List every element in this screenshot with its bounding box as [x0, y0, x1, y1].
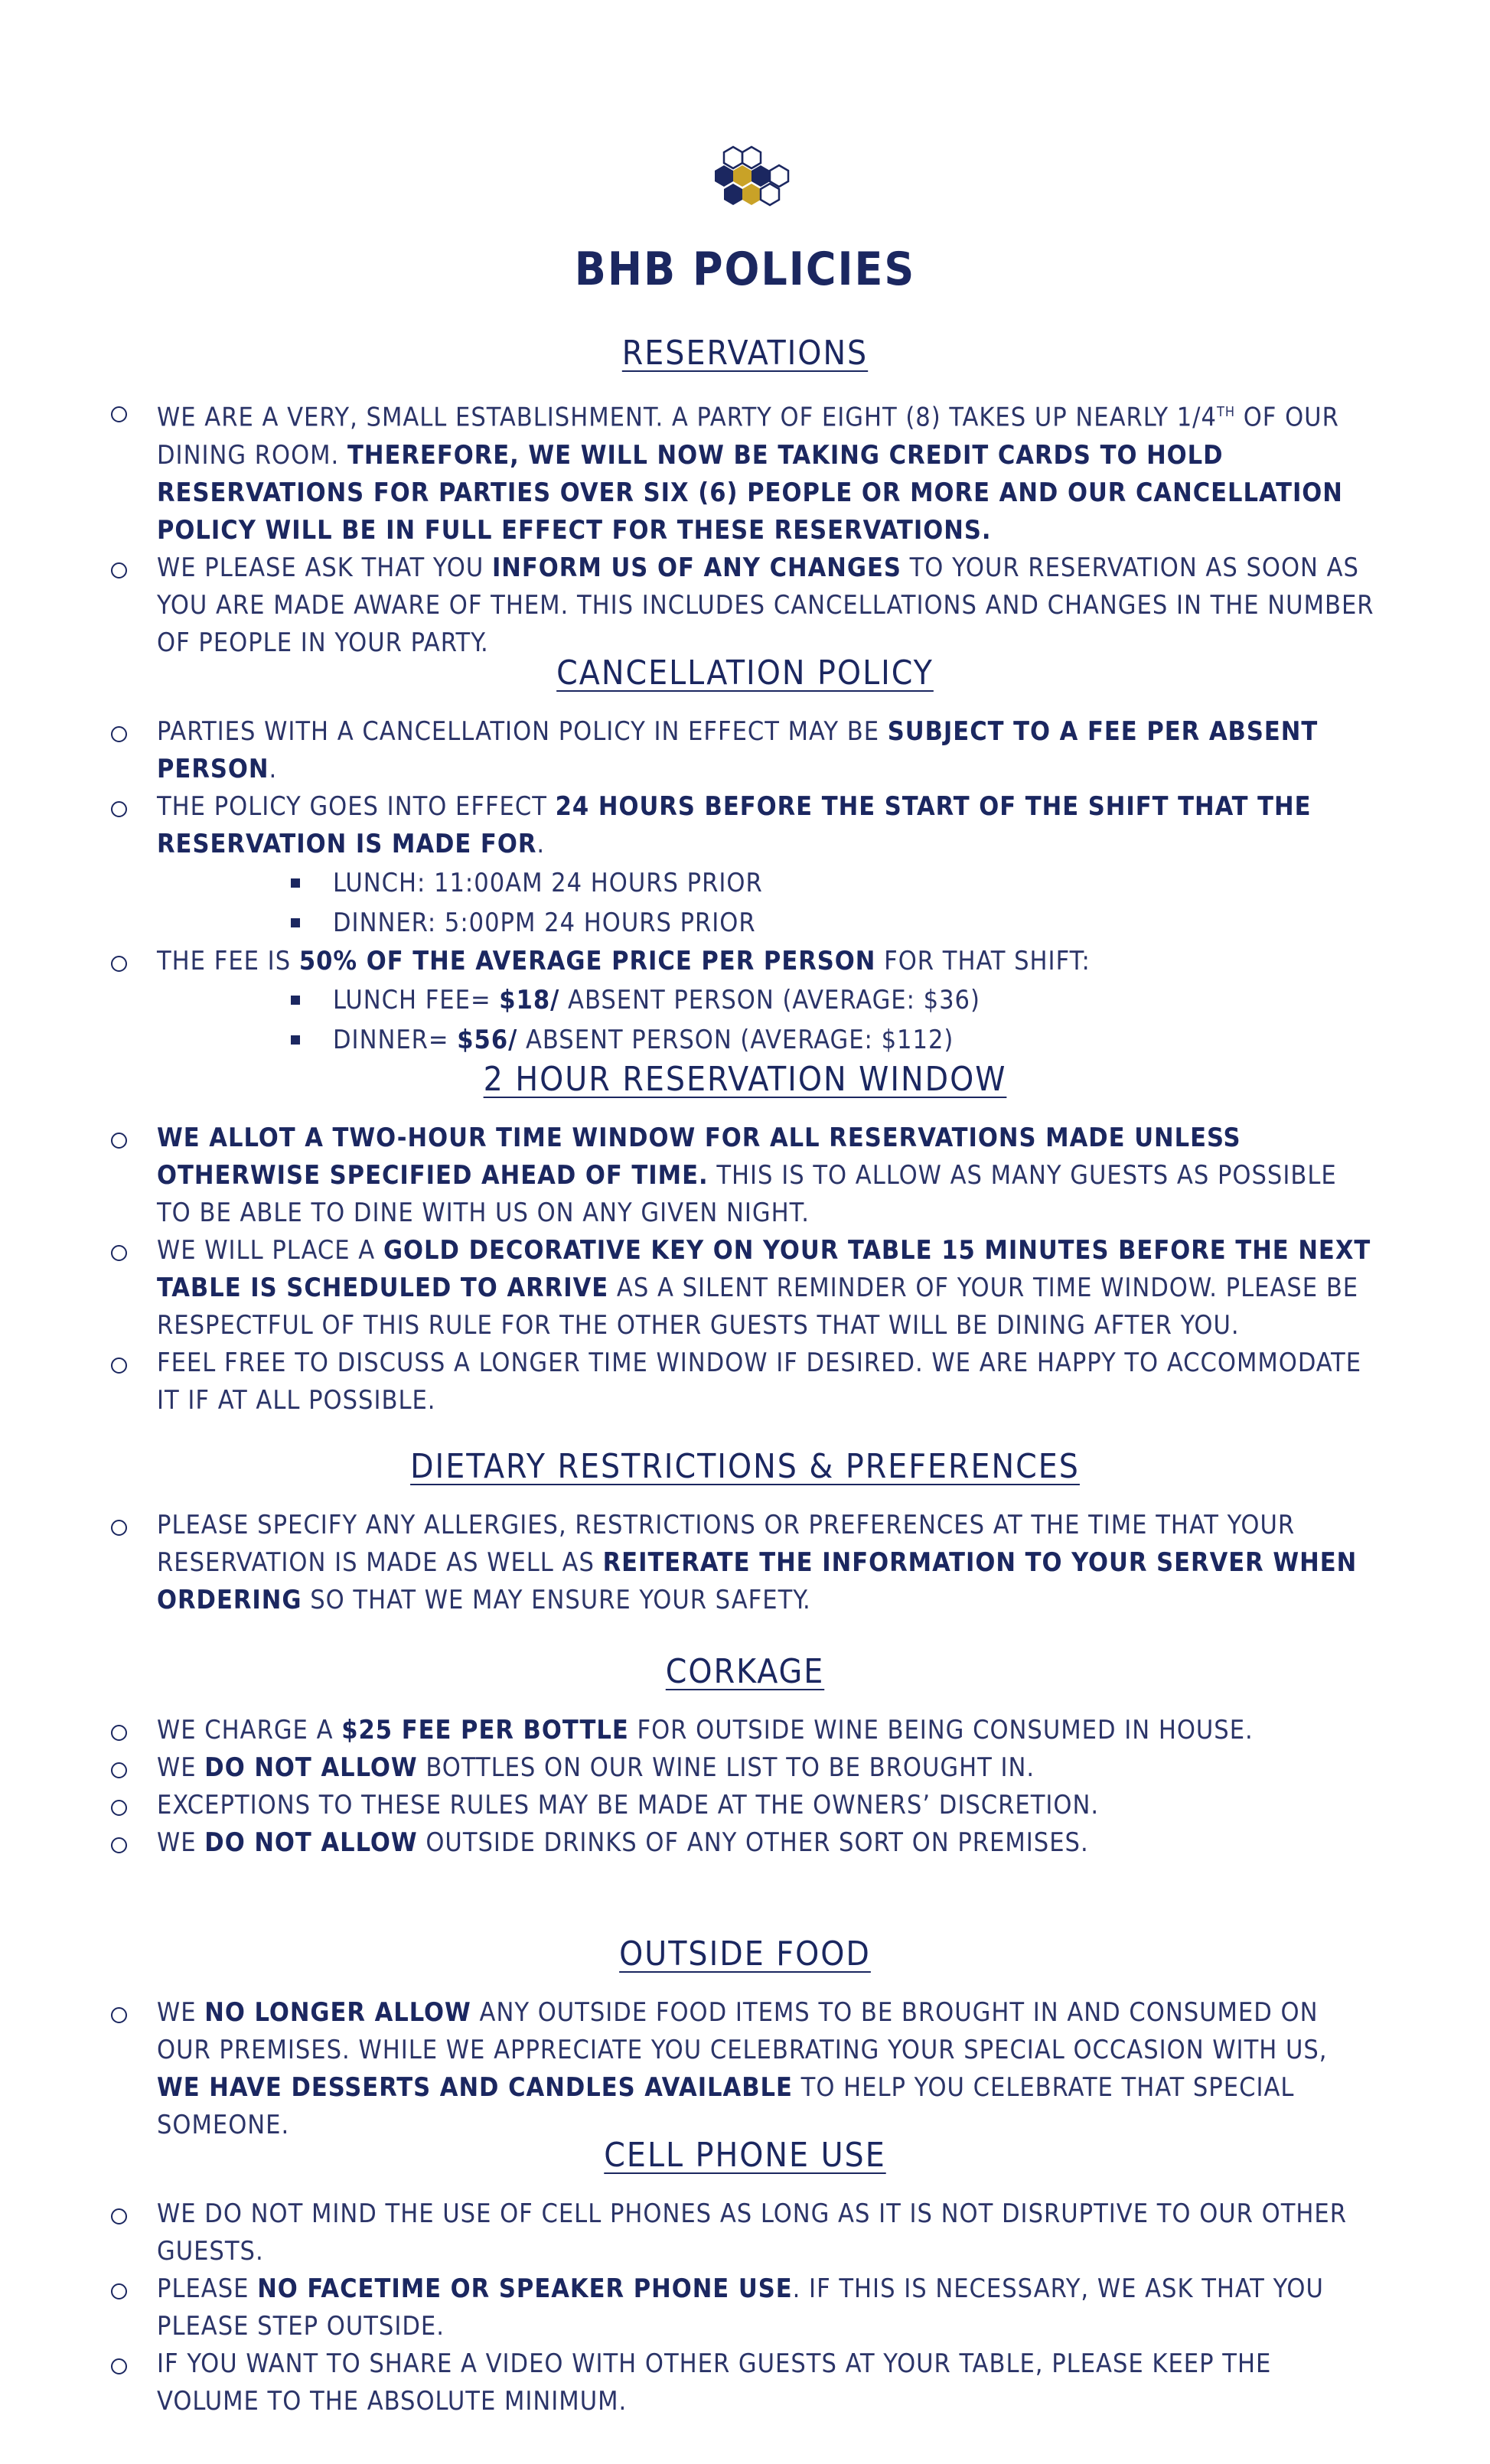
section-dietary	[0, 1449, 1490, 1619]
sub-list-item: DINNER: 5:00PM 24 HOURS PRIOR	[0, 903, 1490, 943]
section-time-window	[0, 1061, 1490, 1419]
list-item: WE WILL PLACE A GOLD DECORATIVE KEY ON YOUR TABLE 15 MINUTES BEFORE THE NEXT TABLE IS SCHEDULED TO ARRIVE AS A SILENT REMINDER OF YOUR TIME WINDOW. PLEASE BE RESPECTFUL OF THIS RULE FOR THE OTHER GUESTS THAT WILL BE DINING AFTER YOU.	[0, 1232, 1490, 1344]
section-reservations	[0, 335, 1490, 662]
section-title-cancellation: CANCELLATION POLICY	[556, 653, 934, 693]
circle-bullet-icon	[111, 2208, 127, 2224]
circle-bullet-icon	[111, 1245, 127, 1261]
sub-list-item: LUNCH: 11:00AM 24 HOURS PRIOR	[0, 863, 1490, 903]
list-item: PARTIES WITH A CANCELLATION POLICY IN EFFECT MAY BE SUBJECT TO A FEE PER ABSENT PERSON.	[0, 713, 1490, 788]
square-bullet-icon	[291, 996, 300, 1005]
honeycomb-logo	[703, 145, 828, 222]
circle-bullet-icon	[111, 2007, 127, 2023]
page-title: BHB POLICIES	[574, 243, 916, 296]
circle-bullet-icon	[111, 1800, 127, 1816]
section-title-cell-phone: CELL PHONE USE	[604, 2136, 886, 2175]
section-title-outside-food: OUTSIDE FOOD	[619, 1934, 871, 1973]
circle-bullet-icon	[111, 562, 127, 579]
circle-bullet-icon	[111, 1837, 127, 1853]
circle-bullet-icon	[111, 1725, 127, 1741]
section-corkage	[0, 1654, 1490, 1862]
section-title-corkage: CORKAGE	[665, 1652, 825, 1691]
circle-bullet-icon	[111, 801, 127, 817]
circle-bullet-icon	[111, 1133, 127, 1149]
list-item: WE ARE A VERY, SMALL ESTABLISHMENT. A PARTY OF EIGHT (8) TAKES UP NEARLY 1/4TH OF OUR DINING ROOM. THEREFORE, WE WILL NOW BE TAKING CREDIT CARDS TO HOLD RESERVATIONS FOR PARTIES OVER SIX (6) PEOPLE OR MORE AND OUR CANCELLATION POLICY WILL BE IN FULL EFFECT FOR THESE RESERVATIONS.	[0, 393, 1490, 549]
list-item: EXCEPTIONS TO THESE RULES MAY BE MADE AT THE OWNERS’ DISCRETION.	[0, 1787, 1490, 1824]
square-bullet-icon	[291, 918, 300, 927]
list-item: IF YOU WANT TO SHARE A VIDEO WITH OTHER GUESTS AT YOUR TABLE, PLEASE KEEP THE VOLUME TO THE ABSOLUTE MINIMUM.	[0, 2345, 1490, 2420]
square-bullet-icon	[291, 878, 300, 888]
list-item: WE PLEASE ASK THAT YOU INFORM US OF ANY CHANGES TO YOUR RESERVATION AS SOON AS YOU ARE MADE AWARE OF THEM. THIS INCLUDES CANCELLATIONS AND CHANGES IN THE NUMBER OF PEOPLE IN YOUR PARTY.	[0, 549, 1490, 662]
list-item: FEEL FREE TO DISCUSS A LONGER TIME WINDOW IF DESIRED. WE ARE HAPPY TO ACCOMMODATE IT IF AT ALL POSSIBLE.	[0, 1344, 1490, 1419]
circle-bullet-icon	[111, 406, 127, 422]
circle-bullet-icon	[111, 2283, 127, 2299]
section-title-time-window: 2 HOUR RESERVATION WINDOW	[483, 1060, 1007, 1099]
circle-bullet-icon	[111, 1520, 127, 1536]
list-item: WE NO LONGER ALLOW ANY OUTSIDE FOOD ITEMS TO BE BROUGHT IN AND CONSUMED ON OUR PREMISES. WHILE WE APPRECIATE YOU CELEBRATING YOUR SPECIAL OCCASION WITH US, WE HAVE DESSERTS AND CANDLES AVAILABLE TO HELP YOU CELEBRATE THAT SPECIAL SOMEONE.	[0, 1994, 1490, 2144]
section-outside-food	[0, 1936, 1490, 2144]
list-item: WE CHARGE A $25 FEE PER BOTTLE FOR OUTSIDE WINE BEING CONSUMED IN HOUSE.	[0, 1712, 1490, 1749]
sub-list-item: DINNER= $56/ ABSENT PERSON (AVERAGE: $112)	[0, 1020, 1490, 1060]
list-item: THE POLICY GOES INTO EFFECT 24 HOURS BEFORE THE START OF THE SHIFT THAT THE RESERVATION IS MADE FOR.	[0, 788, 1490, 863]
circle-bullet-icon	[111, 726, 127, 742]
section-title-dietary: DIETARY RESTRICTIONS & PREFERENCES	[410, 1447, 1080, 1486]
list-item: PLEASE NO FACETIME OR SPEAKER PHONE USE. IF THIS IS NECESSARY, WE ASK THAT YOU PLEASE STEP OUTSIDE.	[0, 2270, 1490, 2345]
list-item: WE ALLOT A TWO-HOUR TIME WINDOW FOR ALL RESERVATIONS MADE UNLESS OTHERWISE SPECIFIED AHEAD OF TIME. THIS IS TO ALLOW AS MANY GUESTS AS POSSIBLE TO BE ABLE TO DINE WITH US ON ANY GIVEN NIGHT.	[0, 1120, 1490, 1232]
circle-bullet-icon	[111, 2358, 127, 2374]
list-item: WE DO NOT ALLOW OUTSIDE DRINKS OF ANY OTHER SORT ON PREMISES.	[0, 1824, 1490, 1862]
sub-list-item: LUNCH FEE= $18/ ABSENT PERSON (AVERAGE: $36)	[0, 980, 1490, 1020]
square-bullet-icon	[291, 1035, 300, 1045]
section-title-reservations: RESERVATIONS	[621, 334, 869, 373]
circle-bullet-icon	[111, 956, 127, 972]
list-item: WE DO NOT MIND THE USE OF CELL PHONES AS LONG AS IT IS NOT DISRUPTIVE TO OUR OTHER GUESTS.	[0, 2195, 1490, 2270]
circle-bullet-icon	[111, 1762, 127, 1778]
section-cancellation	[0, 655, 1490, 1060]
section-cell-phone	[0, 2137, 1490, 2420]
list-item: PLEASE SPECIFY ANY ALLERGIES, RESTRICTIONS OR PREFERENCES AT THE TIME THAT YOUR RESERVATION IS MADE AS WELL AS REITERATE THE INFORMATION TO YOUR SERVER WHEN ORDERING SO THAT WE MAY ENSURE YOUR SAFETY.	[0, 1507, 1490, 1619]
list-item: THE FEE IS 50% OF THE AVERAGE PRICE PER PERSON FOR THAT SHIFT:	[0, 943, 1490, 980]
list-item: WE DO NOT ALLOW BOTTLES ON OUR WINE LIST TO BE BROUGHT IN.	[0, 1749, 1490, 1787]
circle-bullet-icon	[111, 1357, 127, 1374]
